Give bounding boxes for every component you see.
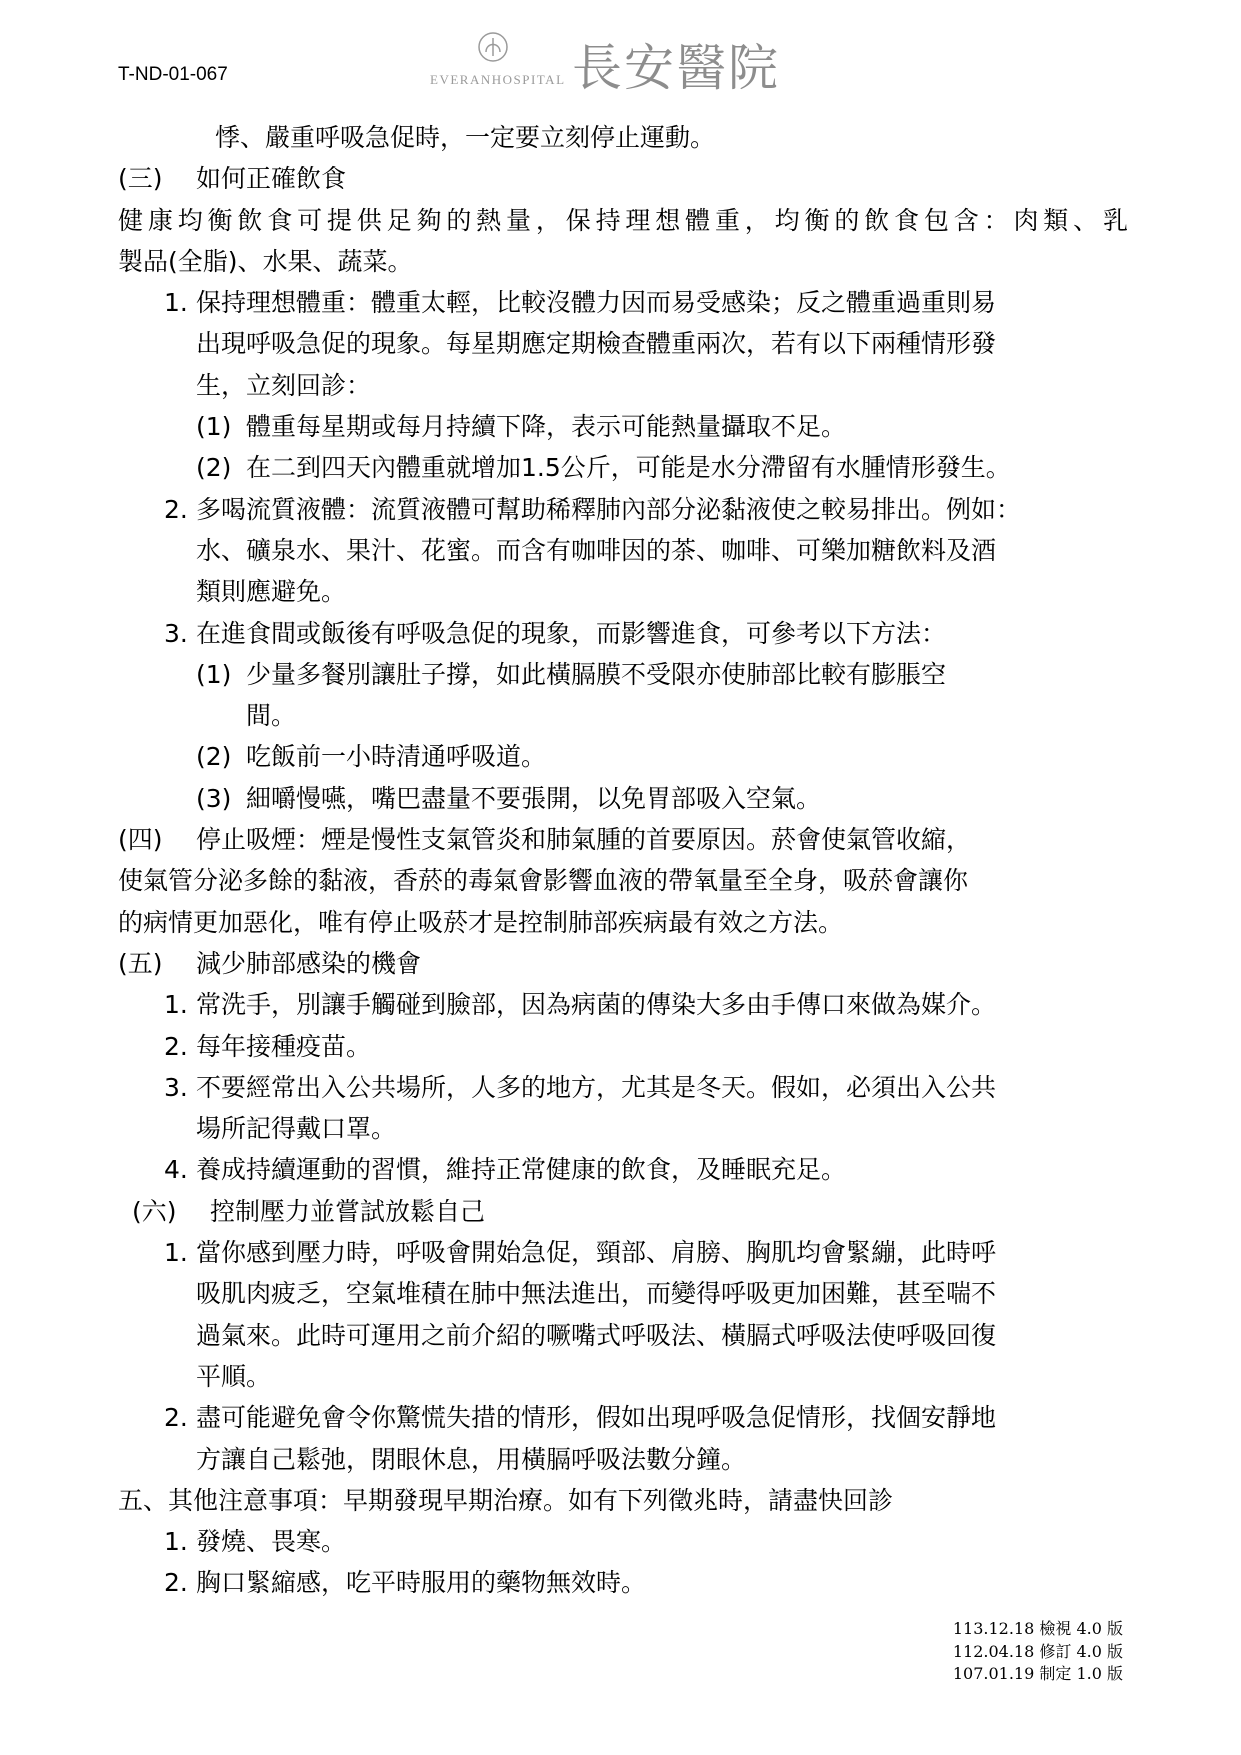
list-item: 2. 胸口緊縮感，吃平時服用的藥物無效時。 bbox=[164, 1568, 647, 1598]
text-line: 間。 bbox=[246, 701, 297, 731]
text-line: 悸、嚴重呼吸急促時，一定要立刻停止運動。 bbox=[215, 123, 716, 152]
list-item: 2. 每年接種疫苗。 bbox=[164, 1031, 372, 1061]
revision-history bbox=[953, 1618, 1123, 1686]
list-item: 4. 養成持續運動的習慣，維持正常健康的飲食，及睡眠充足。 bbox=[164, 1155, 847, 1185]
list-item: 2. 多喝流質液體：流質液體可幫助稀釋肺內部分泌黏液使之較易排出。例如： bbox=[164, 494, 1022, 524]
logo-english-name: EVERANHOSPITAL bbox=[430, 72, 566, 87]
text-line: 生，立刻回診： bbox=[196, 370, 372, 400]
text-line: 健康均衡飲食可提供足夠的熱量，保持理想體重，均衡的飲食包含：肉類、乳 bbox=[118, 205, 1128, 235]
text-line: 過氣來。此時可運用之前介紹的噘嘴式呼吸法、橫膈式呼吸法使呼吸回復 bbox=[196, 1320, 997, 1350]
list-item: 3. 在進食間或飯後有呼吸急促的現象，而影響進食，可參考以下方法： bbox=[164, 618, 947, 648]
list-item: 3. 不要經常出入公共場所，人多的地方，尤其是冬天。假如，必須出入公共 bbox=[164, 1072, 997, 1102]
text-line: 使氣管分泌多餘的黏液，香菸的毒氣會影響血液的帶氧量至全身，吸菸會讓你 bbox=[118, 866, 969, 896]
text-line: 製品(全脂)、水果、蔬菜。 bbox=[118, 246, 413, 276]
list-item: 1. 保持理想體重：體重太輕，比較沒體力因而易受感染；反之體重過重則易 bbox=[164, 288, 997, 318]
text-line: 場所記得戴口罩。 bbox=[196, 1114, 397, 1144]
text-line: 類則應避免。 bbox=[196, 577, 347, 607]
section-heading: (四) 停止吸煙：煙是慢性支氣管炎和肺氣腫的首要原因。菸會使氣管收縮， bbox=[118, 825, 972, 855]
hospital-emblem-icon bbox=[476, 30, 510, 64]
list-item: 1. 當你感到壓力時，呼吸會開始急促，頸部、肩膀、胸肌均會緊繃，此時呼 bbox=[164, 1238, 997, 1268]
text-line: 水、礦泉水、果汁、花蜜。而含有咖啡因的茶、咖啡、可樂加糖飲料及酒 bbox=[196, 535, 997, 565]
logo-chinese-name: 長安醫院 bbox=[572, 39, 780, 97]
sub-list-item: (3) 細嚼慢嚥，嘴巴盡量不要張開，以免胃部吸入空氣。 bbox=[196, 783, 822, 813]
revision-line: 107.01.19 制定 1.0 版 bbox=[952, 1664, 1123, 1683]
text-line: 方讓自己鬆弛，閉眼休息，用橫膈呼吸法數分鐘。 bbox=[196, 1444, 747, 1474]
revision-line: 112.04.18 修訂 4.0 版 bbox=[952, 1641, 1123, 1661]
sub-list-item: (1) 體重每星期或每月持續下降，表示可能熱量攝取不足。 bbox=[196, 412, 847, 442]
document-body bbox=[118, 117, 1128, 1604]
list-item: 2. 盡可能避免會令你驚慌失措的情形，假如出現呼吸急促情形，找個安靜地 bbox=[164, 1403, 997, 1433]
section-heading: (六) 控制壓力並嘗試放鬆自己 bbox=[132, 1196, 486, 1226]
hospital-logo bbox=[430, 26, 830, 97]
list-item: 1. 常洗手，別讓手觸碰到臉部，因為病菌的傳染大多由手傳口來做為媒介。 bbox=[164, 990, 997, 1020]
section-heading: (五) 減少肺部感染的機會 bbox=[118, 948, 422, 978]
text-line: 出現呼吸急促的現象。每星期應定期檢查體重兩次，若有以下兩種情形發 bbox=[196, 329, 997, 359]
text-line: 平順。 bbox=[196, 1361, 272, 1391]
section-heading: 五、其他注意事項：早期發現早期治療。如有下列徵兆時，請盡快回診 bbox=[118, 1485, 894, 1515]
revision-line: 113.12.18 檢視 4.0 版 bbox=[952, 1619, 1123, 1638]
list-item: 1. 發燒、畏寒。 bbox=[164, 1527, 347, 1557]
document-code: T-ND-01-067 bbox=[118, 64, 228, 85]
text-line: 的病情更加惡化，唯有停止吸菸才是控制肺部疾病最有效之方法。 bbox=[118, 907, 844, 937]
sub-list-item: (2) 在二到四天內體重就增加1.5公斤，可能是水分滯留有水腫情形發生。 bbox=[196, 453, 1011, 483]
section-heading: (三) 如何正確飲食 bbox=[118, 164, 347, 194]
text-line: 吸肌肉疲乏，空氣堆積在肺中無法進出，而變得呼吸更加困難，甚至喘不 bbox=[196, 1279, 997, 1309]
sub-list-item: (1) 少量多餐別讓肚子撐，如此橫膈膜不受限亦使肺部比較有膨脹空 bbox=[196, 659, 947, 689]
sub-list-item: (2) 吃飯前一小時清通呼吸道。 bbox=[196, 742, 547, 772]
